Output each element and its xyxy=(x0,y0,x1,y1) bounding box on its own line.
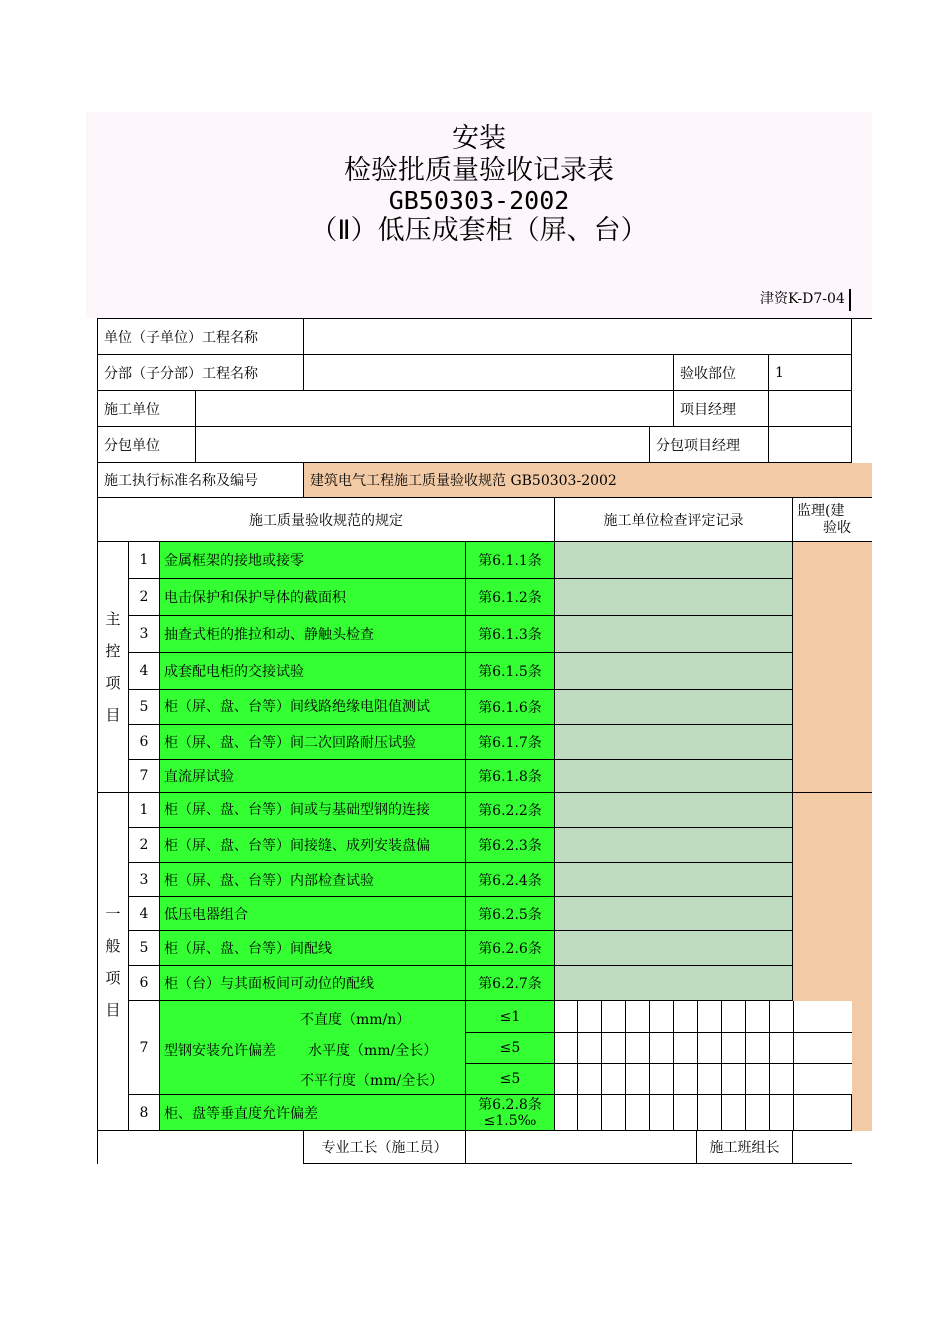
grid-h2 xyxy=(555,1063,852,1064)
supervision-header-line-1: 监理(建 xyxy=(797,502,845,519)
main-item-7-text: 直流屏试验 xyxy=(160,760,466,793)
general-item-1-record[interactable] xyxy=(555,793,793,828)
general-item-8-clause xyxy=(466,1095,555,1131)
main-item-7-clause: 第6.1.8条 xyxy=(466,760,555,793)
main-item-4-no: 4 xyxy=(129,653,160,690)
supervision-header-line-2: 验收 xyxy=(823,519,851,536)
general-item-3-no: 3 xyxy=(129,863,160,897)
main-item-1-clause: 第6.1.1条 xyxy=(466,542,555,579)
main-item-1-record[interactable] xyxy=(555,542,793,579)
main-item-1-text: 金属框架的接地或接零 xyxy=(160,542,466,579)
general-item-8-no: 8 xyxy=(129,1095,160,1131)
foreman-label: 专业工长（施工员） xyxy=(304,1131,466,1164)
steel-deviation-label: 型钢安装允许偏差 xyxy=(164,1043,276,1059)
spec-header: 施工质量验收规范的规定 xyxy=(98,498,555,542)
item8-grid-v5 xyxy=(673,1095,674,1131)
general-item-4-clause: 第6.2.5条 xyxy=(466,897,555,931)
unit-project-label: 单位（子单位）工程名称 xyxy=(98,319,304,355)
grid-v4 xyxy=(649,1001,650,1095)
sub-project-value[interactable] xyxy=(304,355,674,391)
general-item-3-record[interactable] xyxy=(555,863,793,897)
main-item-2-record[interactable] xyxy=(555,579,793,616)
team-leader-label: 施工班组长 xyxy=(697,1131,793,1164)
item8-grid-v1 xyxy=(577,1095,578,1131)
subcontract-manager-value[interactable] xyxy=(769,427,852,463)
general-item-1-text: 柜（屏、盘、台等）间或与基础型钢的连接 xyxy=(160,793,466,828)
grid-v3 xyxy=(625,1001,626,1095)
general-item-5-clause: 第6.2.6条 xyxy=(466,931,555,966)
check-header: 施工单位检查评定记录 xyxy=(555,498,793,542)
grid-v8 xyxy=(745,1001,746,1095)
general-item-5-no: 5 xyxy=(129,931,160,966)
main-item-5-no: 5 xyxy=(129,690,160,725)
level-label: 水平度（mm/全长） xyxy=(308,1043,438,1059)
item8-grid-v8 xyxy=(745,1095,746,1131)
general-supervision-area[interactable] xyxy=(793,793,872,1001)
team-leader-value[interactable] xyxy=(793,1131,852,1164)
general-item-6-text: 柜（台）与其面板间可动位的配线 xyxy=(160,966,466,1001)
main-item-4-record[interactable] xyxy=(555,653,793,690)
item8-grid-v10 xyxy=(793,1095,794,1131)
general-item-3-clause: 第6.2.4条 xyxy=(466,863,555,897)
general-item-8-clause-1: 第6.2.8条 xyxy=(478,1096,542,1113)
sub-project-label: 分部（子分部）工程名称 xyxy=(98,355,304,391)
grid-v6 xyxy=(697,1001,698,1095)
standard-label: 施工执行标准名称及编号 xyxy=(98,463,304,498)
main-control-label-char-3: 项 xyxy=(105,674,121,692)
general-item-2-record[interactable] xyxy=(555,828,793,863)
title-line-1: 安装 xyxy=(452,123,506,154)
general-label xyxy=(98,793,129,1131)
project-manager-value[interactable] xyxy=(769,391,852,427)
main-item-2-no: 2 xyxy=(129,579,160,616)
general-item-4-record[interactable] xyxy=(555,897,793,931)
supervision-header xyxy=(793,498,872,542)
grid-v1 xyxy=(577,1001,578,1095)
footer-blank xyxy=(98,1131,304,1164)
main-item-7-no: 7 xyxy=(129,760,160,793)
grid-v9 xyxy=(769,1001,770,1095)
main-item-3-text: 抽查式柜的推拉和动、静触头检查 xyxy=(160,616,466,653)
grid-v10 xyxy=(793,1001,794,1095)
construction-unit-value[interactable] xyxy=(196,391,674,427)
general-item-6-no: 6 xyxy=(129,966,160,1001)
main-item-7-record[interactable] xyxy=(555,760,793,793)
straightness-limit: ≤1 xyxy=(466,1001,555,1033)
general-supervision-strip xyxy=(852,1001,872,1131)
item8-grid-v2 xyxy=(601,1095,602,1131)
main-item-5-record[interactable] xyxy=(555,690,793,725)
main-item-5-clause: 第6.1.6条 xyxy=(466,690,555,725)
general-item-8-clause-2: ≤1.5‰ xyxy=(483,1112,537,1129)
flatness-label: 不平行度（mm/全长） xyxy=(300,1073,444,1089)
main-item-4-clause: 第6.1.5条 xyxy=(466,653,555,690)
main-item-6-text: 柜（屏、盘、台等）间二次回路耐压试验 xyxy=(160,725,466,760)
general-item-2-text: 柜（屏、盘、台等）间接缝、成列安装盘偏 xyxy=(160,828,466,863)
general-item-2-clause: 第6.2.3条 xyxy=(466,828,555,863)
main-item-4-text: 成套配电柜的交接试验 xyxy=(160,653,466,690)
grid-h1 xyxy=(555,1032,852,1033)
general-item-8-text: 柜、盘等垂直度允许偏差 xyxy=(160,1095,466,1131)
unit-project-value[interactable] xyxy=(304,319,852,355)
item8-grid-v9 xyxy=(769,1095,770,1131)
accept-part-value[interactable]: 1 xyxy=(769,355,852,391)
general-item-6-clause: 第6.2.7条 xyxy=(466,966,555,1001)
foreman-value[interactable] xyxy=(466,1131,697,1164)
standard-value: 建筑电气工程施工质量验收规范 GB50303-2002 xyxy=(304,463,872,498)
main-item-6-no: 6 xyxy=(129,725,160,760)
grid-v2 xyxy=(601,1001,602,1095)
subcontract-manager-label: 分包项目经理 xyxy=(650,427,769,463)
main-item-6-clause: 第6.1.7条 xyxy=(466,725,555,760)
general-label-char-2: 般 xyxy=(105,936,121,955)
main-item-3-no: 3 xyxy=(129,616,160,653)
accept-part-label: 验收部位 xyxy=(674,355,769,391)
item8-grid-v7 xyxy=(721,1095,722,1131)
level-limit: ≤5 xyxy=(466,1033,555,1064)
general-label-char-1: 一 xyxy=(105,904,121,923)
straightness-label: 不直度（mm/n） xyxy=(300,1012,411,1028)
item8-grid-v6 xyxy=(697,1095,698,1131)
main-supervision-area[interactable] xyxy=(793,542,872,793)
general-label-char-3: 项 xyxy=(105,968,121,987)
grid-v7 xyxy=(721,1001,722,1095)
main-item-6-record[interactable] xyxy=(555,725,793,760)
main-item-1-no: 1 xyxy=(129,542,160,579)
general-item-5-record[interactable] xyxy=(555,931,793,966)
form-code: 津资K-D7-04 xyxy=(760,289,851,311)
grid-v5 xyxy=(673,1001,674,1095)
title-line-4: （Ⅱ）低压成套柜（屏、台） xyxy=(310,215,648,246)
general-item-7-block xyxy=(160,1001,466,1095)
flatness-limit: ≤5 xyxy=(466,1064,555,1095)
main-control-label-char-1: 主 xyxy=(105,610,121,628)
main-item-2-clause: 第6.1.2条 xyxy=(466,579,555,616)
general-item-1-clause: 第6.2.2条 xyxy=(466,793,555,828)
general-item-3-text: 柜（屏、盘、台等）内部检查试验 xyxy=(160,863,466,897)
general-item-4-text: 低压电器组合 xyxy=(160,897,466,931)
title-line-2: 检验批质量验收记录表 xyxy=(344,155,614,186)
general-item-6-record[interactable] xyxy=(555,966,793,1001)
measurement-grid[interactable] xyxy=(555,1001,852,1095)
subcontract-unit-value[interactable] xyxy=(196,427,650,463)
item8-grid-v4 xyxy=(649,1095,650,1131)
general-item-1-no: 1 xyxy=(129,793,160,828)
general-item-5-text: 柜（屏、盘、台等）间配线 xyxy=(160,931,466,966)
main-item-5-text: 柜（屏、盘、台等）间线路绝缘电阻值测试 xyxy=(160,690,466,725)
general-item-7-no: 7 xyxy=(129,1001,160,1095)
item8-grid-v3 xyxy=(625,1095,626,1131)
project-manager-label: 项目经理 xyxy=(674,391,769,427)
main-item-3-record[interactable] xyxy=(555,616,793,653)
general-item-8-record[interactable] xyxy=(555,1095,852,1131)
subcontract-unit-label: 分包单位 xyxy=(98,427,196,463)
title-line-3: GB50303-2002 xyxy=(388,186,570,215)
general-item-2-no: 2 xyxy=(129,828,160,863)
main-control-label xyxy=(98,542,129,793)
main-item-3-clause: 第6.1.3条 xyxy=(466,616,555,653)
main-control-label-char-4: 目 xyxy=(105,706,121,724)
main-item-2-text: 电击保护和保护导体的截面积 xyxy=(160,579,466,616)
construction-unit-label: 施工单位 xyxy=(98,391,196,427)
main-control-label-char-2: 控 xyxy=(105,642,121,660)
general-label-char-4: 目 xyxy=(105,1000,121,1019)
general-item-4-no: 4 xyxy=(129,897,160,931)
